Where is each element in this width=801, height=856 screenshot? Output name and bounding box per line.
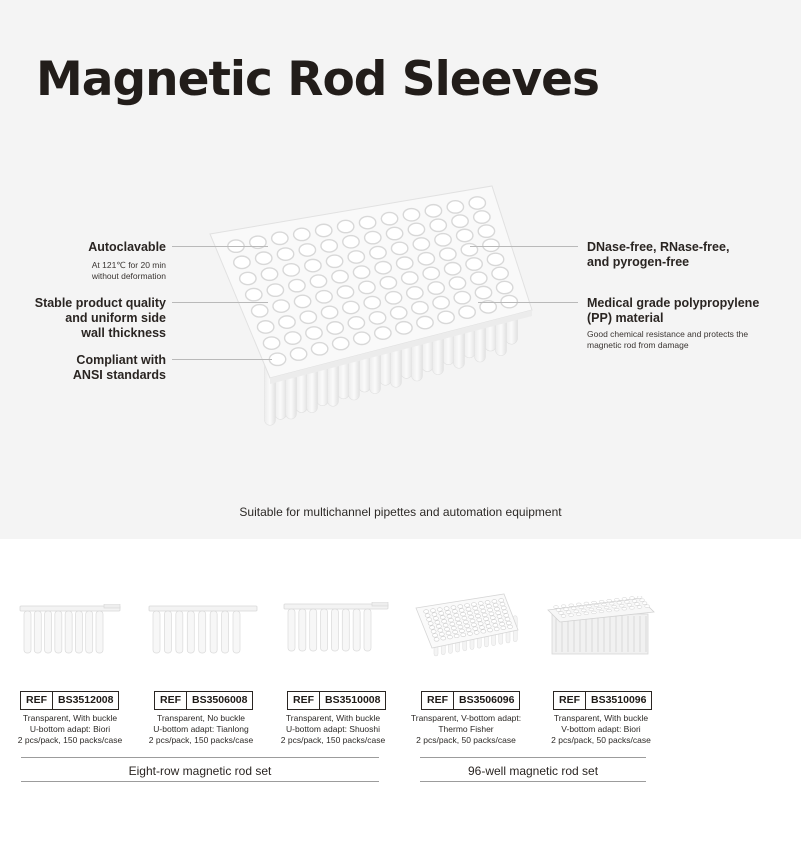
product-code: BS3512008 bbox=[58, 694, 114, 706]
product-description: Transparent, With buckle U-bottom adapt: Biori 2 pcs/pack, 150 packs/case bbox=[17, 713, 123, 745]
hero-caption: Suitable for multichannel pipettes and automation equipment bbox=[239, 505, 562, 519]
ref-label: REF BS3506096 bbox=[421, 691, 520, 710]
product-description: Transparent, With buckle U-bottom adapt: Shuoshi 2 pcs/pack, 150 packs/case bbox=[280, 713, 386, 745]
feature-stable-quality bbox=[35, 296, 166, 341]
ref-label: REF BS3512008 bbox=[20, 691, 119, 710]
product-code: BS3510008 bbox=[325, 694, 381, 706]
feature-autoclavable bbox=[88, 240, 166, 281]
feature-dnase-free bbox=[587, 240, 729, 270]
feature-ansi bbox=[73, 353, 166, 383]
product-image-eight-row bbox=[282, 602, 392, 654]
group-divider-top bbox=[21, 757, 379, 758]
ref-label: REF BS3510008 bbox=[287, 691, 386, 710]
group-label-eight-row: Eight-row magnetic rod set bbox=[128, 764, 272, 778]
product-image-eight-row bbox=[147, 604, 261, 656]
leader-line bbox=[470, 246, 578, 247]
product-code: BS3510096 bbox=[591, 694, 647, 706]
feature-heading: Stable product quality and uniform side wall thickness bbox=[34, 296, 166, 340]
group-divider-bottom bbox=[21, 781, 379, 782]
product-code: BS3506008 bbox=[192, 694, 248, 706]
leader-line bbox=[478, 302, 578, 303]
leader-line bbox=[172, 359, 272, 360]
product-image-eight-row bbox=[18, 604, 124, 656]
group-divider-top bbox=[420, 757, 646, 758]
ref-label: REF BS3506008 bbox=[154, 691, 253, 710]
feature-heading: Medical grade polypropylene (PP) material bbox=[587, 296, 760, 325]
product-code: BS3506096 bbox=[459, 694, 515, 706]
leader-line bbox=[172, 246, 268, 247]
product-description: Transparent, V-bottom adapt: Thermo Fisher 2 pcs/pack, 50 packs/case bbox=[410, 713, 522, 745]
feature-heading: Compliant with ANSI standards bbox=[72, 353, 166, 382]
ref-label: REF BS3510096 bbox=[553, 691, 652, 710]
product-image-96-well bbox=[544, 596, 658, 658]
feature-heading: Autoclavable bbox=[88, 240, 166, 254]
feature-note: At 121℃ for 20 min without deformation bbox=[91, 260, 166, 281]
feature-heading: DNase-free, RNase-free, and pyrogen-free bbox=[587, 240, 730, 269]
leader-line bbox=[172, 302, 268, 303]
page-title: Magnetic Rod Sleeves bbox=[36, 52, 599, 107]
product-description: Transparent, No buckle U-bottom adapt: Tianlong 2 pcs/pack, 150 packs/case bbox=[148, 713, 254, 745]
product-image-96-well bbox=[412, 590, 522, 662]
plate-illustration bbox=[200, 180, 540, 430]
product-description: Transparent, With buckle V-bottom adapt: Biori 2 pcs/pack, 50 packs/case bbox=[551, 713, 651, 745]
group-divider-bottom bbox=[420, 781, 646, 782]
group-label-96-well: 96-well magnetic rod set bbox=[467, 764, 599, 778]
feature-pp-material bbox=[587, 296, 759, 350]
feature-note: Good chemical resistance and protects the magnetic rod from damage bbox=[587, 329, 749, 350]
